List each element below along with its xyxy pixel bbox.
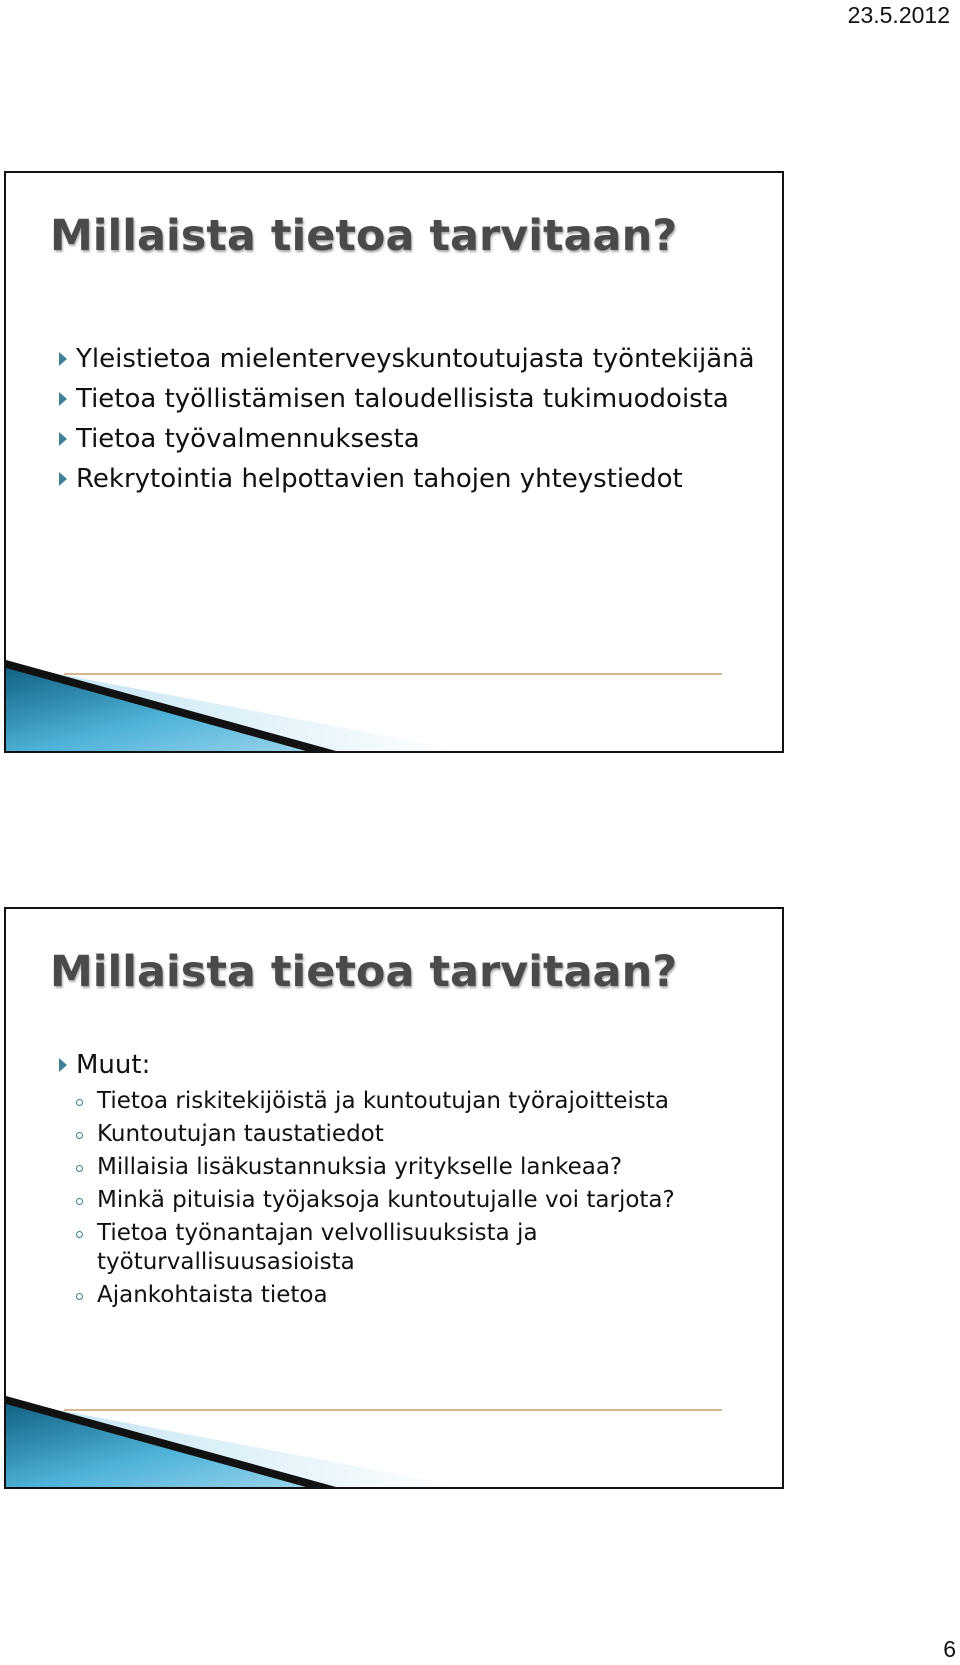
slide-title: Millaista tietoa tarvitaan? bbox=[50, 211, 678, 261]
triangle-bullet-icon bbox=[59, 352, 67, 366]
page-date: 23.5.2012 bbox=[847, 2, 950, 28]
circle-bullet-icon bbox=[76, 1132, 83, 1139]
triangle-bullet-icon bbox=[59, 472, 67, 486]
sub-bullet-item bbox=[76, 1186, 756, 1215]
bullet-text: Tietoa työllistämisen taloudellisista tukimuodoista bbox=[76, 384, 729, 414]
corner-decoration-icon bbox=[6, 1392, 466, 1487]
sub-bullet-text: Millaisia lisäkustannuksia yritykselle lankeaa? bbox=[97, 1154, 623, 1180]
bullet-item bbox=[56, 381, 756, 417]
bullet-list bbox=[56, 341, 756, 501]
sub-bullet-item bbox=[76, 1281, 756, 1310]
triangle-bullet-icon bbox=[59, 1058, 67, 1072]
bullet-text: Tietoa työvalmennuksesta bbox=[76, 424, 420, 454]
circle-bullet-icon bbox=[76, 1231, 83, 1238]
slide-1 bbox=[4, 171, 784, 753]
triangle-bullet-icon bbox=[59, 432, 67, 446]
sub-bullet-text: Kuntoutujan taustatiedot bbox=[97, 1121, 384, 1147]
sub-bullet-text: Tietoa riskitekijöistä ja kuntoutujan työrajoitteista bbox=[97, 1088, 670, 1114]
bullet-item bbox=[56, 421, 756, 457]
bullet-text: Rekrytointia helpottavien tahojen yhteystiedot bbox=[76, 464, 683, 494]
slide-title: Millaista tietoa tarvitaan? bbox=[50, 947, 678, 997]
bullet-list bbox=[56, 1047, 756, 1314]
slide-2 bbox=[4, 907, 784, 1489]
sub-bullet-item bbox=[76, 1087, 756, 1116]
bullet-item bbox=[56, 341, 756, 377]
sub-bullet-item bbox=[76, 1120, 756, 1149]
circle-bullet-icon bbox=[76, 1293, 83, 1300]
page-number: 6 bbox=[943, 1636, 956, 1662]
sub-bullet-text: Minkä pituisia työjaksoja kuntoutujalle voi tarjota? bbox=[97, 1187, 675, 1213]
sub-bullet-text: Ajankohtaista tietoa bbox=[97, 1282, 328, 1308]
circle-bullet-icon bbox=[76, 1165, 83, 1172]
sub-bullet-text: Tietoa työnantajan velvollisuuksista ja työturvallisuusasioista bbox=[97, 1220, 538, 1275]
bullet-text: Yleistietoa mielenterveyskuntoutujasta työntekijänä bbox=[76, 344, 755, 374]
circle-bullet-icon bbox=[76, 1198, 83, 1205]
bullet-item bbox=[56, 1047, 756, 1310]
sub-bullet-list bbox=[76, 1087, 756, 1310]
bullet-item bbox=[56, 461, 756, 497]
triangle-bullet-icon bbox=[59, 392, 67, 406]
corner-decoration-icon bbox=[6, 656, 466, 751]
sub-bullet-item bbox=[76, 1219, 756, 1277]
bullet-text: Muut: bbox=[76, 1050, 151, 1080]
circle-bullet-icon bbox=[76, 1099, 83, 1106]
sub-bullet-item bbox=[76, 1153, 756, 1182]
